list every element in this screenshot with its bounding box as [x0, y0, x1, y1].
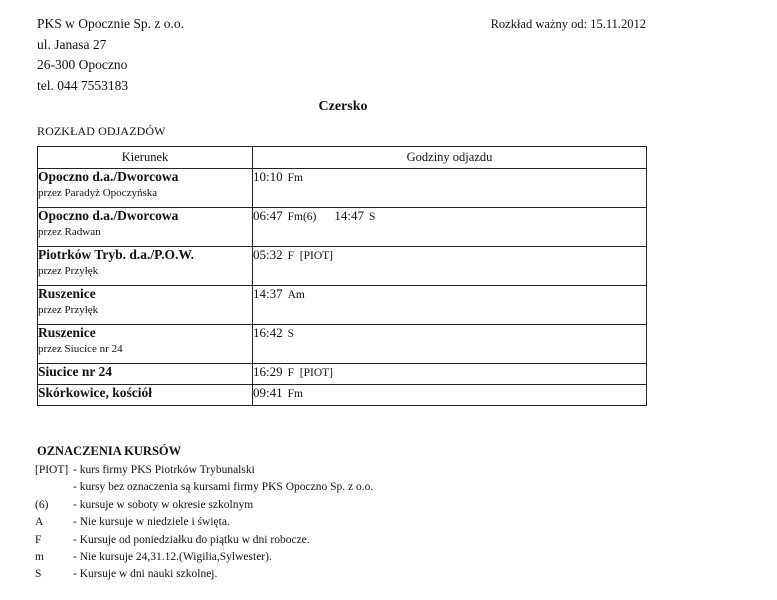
legend-key: A	[35, 516, 44, 529]
table-row	[38, 385, 647, 406]
departure-time: 16:42	[253, 325, 283, 340]
departure-mark: F [PIOT]	[287, 250, 333, 262]
direction-name: Ruszenice	[38, 286, 96, 301]
departure-entry	[253, 169, 303, 185]
legend-text: - Nie kursuje 24,31.12.(Wigilia,Sylwester).	[73, 551, 272, 564]
departure-time: 05:32	[253, 247, 283, 262]
col-times-header: Godziny odjazdu	[253, 147, 647, 169]
departure-entry	[253, 364, 333, 380]
departure-entry	[253, 385, 303, 401]
times-cell	[253, 364, 647, 385]
departure-entry	[253, 208, 316, 224]
legend-key: S	[35, 568, 42, 581]
departure-time: 09:41	[253, 385, 283, 400]
direction-cell	[38, 208, 253, 247]
direction-via: przez Przyłęk	[38, 265, 99, 277]
direction-cell	[38, 385, 253, 406]
col-direction-header: Kierunek	[38, 147, 253, 169]
company-city: 26-300 Opoczno	[37, 57, 128, 72]
legend-list	[35, 462, 373, 584]
direction-name: Piotrków Tryb. d.a./P.O.W.	[38, 247, 195, 262]
departure-mark: Am	[287, 289, 305, 301]
legend-key: F	[35, 533, 42, 546]
direction-name: Opoczno d.a./Dworcowa	[38, 169, 179, 184]
direction-via: przez Paradyż Opoczyńska	[38, 187, 158, 199]
times-cell	[253, 169, 647, 208]
legend-item	[35, 497, 373, 514]
departure-mark: Fm(6)	[287, 211, 317, 223]
times-cell	[253, 286, 647, 325]
direction-via: przez Radwan	[38, 226, 101, 238]
legend-item	[35, 462, 373, 479]
departure-time: 16:29	[253, 364, 283, 379]
table-body	[38, 169, 647, 406]
legend-text: - kursuje w soboty w okresie szkolnym	[73, 498, 254, 511]
departure-mark: Fm	[287, 388, 303, 400]
departure-time: 10:10	[253, 169, 283, 184]
legend-text: - kurs firmy PKS Piotrków Trybunalski	[73, 464, 255, 476]
departure-time: 14:47	[334, 208, 364, 223]
section-label: ROZKŁAD ODJAZDÓW	[37, 124, 166, 138]
departure-entry	[253, 247, 333, 263]
times-cell	[253, 325, 647, 364]
company-phone: tel. 044 7553183	[37, 77, 129, 93]
departure-mark: S	[369, 211, 376, 223]
table-row	[38, 286, 647, 325]
times-cell	[253, 208, 647, 247]
table-row	[38, 325, 647, 364]
departure-mark: Fm	[287, 172, 303, 184]
direction-name: Siucice nr 24	[38, 364, 112, 379]
times-cell	[253, 385, 647, 406]
validity-date: Rozkład ważny od: 15.11.2012	[490, 17, 646, 31]
departure-entry	[253, 286, 305, 302]
table-row	[38, 247, 647, 286]
legend-item	[35, 549, 373, 566]
legend-text: - Nie kursuje w niedziele i święta.	[73, 516, 230, 529]
legend-item	[35, 514, 373, 531]
departure-entry	[334, 208, 375, 224]
departure-time: 14:37	[253, 286, 283, 301]
legend-key: [PIOT]	[35, 464, 69, 476]
departure-time: 06:47	[253, 208, 283, 223]
direction-name: Skórkowice, kościół	[38, 385, 153, 400]
departure-mark: F [PIOT]	[287, 367, 333, 379]
table-row	[38, 208, 647, 247]
legend-item	[35, 532, 373, 549]
table-row	[38, 169, 647, 208]
direction-cell	[38, 286, 253, 325]
direction-cell	[38, 325, 253, 364]
table-header-row	[38, 147, 647, 169]
times-cell	[253, 247, 647, 286]
legend-text: - Kursuje w dni nauki szkolnej.	[73, 568, 218, 581]
direction-via: przez Siucice nr 24	[38, 343, 123, 355]
stop-title: Czersko	[318, 99, 368, 114]
legend-key: m	[35, 551, 44, 564]
departure-entry	[253, 325, 294, 341]
legend-key	[35, 479, 73, 496]
direction-cell	[38, 364, 253, 385]
direction-cell	[38, 169, 253, 208]
company-name: PKS w Opocznie Sp. z o.o.	[37, 16, 184, 31]
departure-table	[37, 146, 647, 406]
legend-text: - Kursuje od poniedziałku do piątku w dni robocze.	[73, 533, 310, 546]
table-row	[38, 364, 647, 385]
direction-cell	[38, 247, 253, 286]
direction-via: przez Przyłęk	[38, 304, 99, 316]
direction-name: Opoczno d.a./Dworcowa	[38, 208, 179, 223]
legend-text: - kursy bez oznaczenia są kursami firmy PKS Opoczno Sp. z o.o.	[73, 481, 374, 494]
legend-key: (6)	[35, 498, 49, 511]
legend-item	[35, 566, 373, 583]
legend-title: OZNACZENIA KURSÓW	[37, 444, 182, 458]
company-street: ul. Janasa 27	[37, 36, 107, 52]
direction-name: Ruszenice	[38, 325, 96, 340]
company-address	[37, 14, 184, 96]
legend-item	[35, 479, 373, 496]
departure-mark: S	[287, 328, 295, 340]
